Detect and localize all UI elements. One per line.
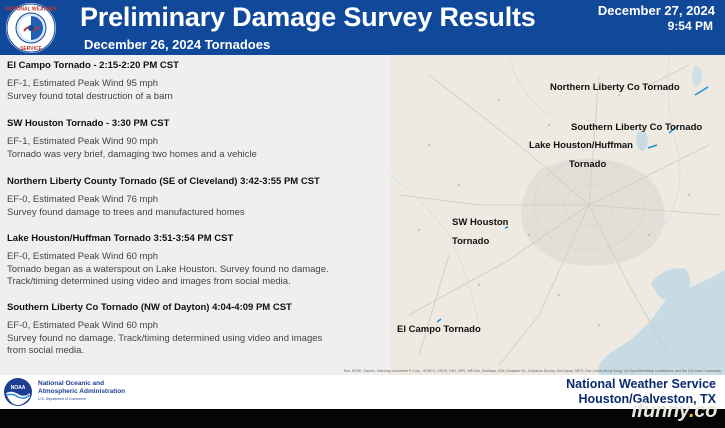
tornado-map[interactable]: [343, 55, 725, 375]
tornado-title: Southern Liberty Co Tornado (NW of Dayton) 4:04-4:09 PM CST: [7, 302, 292, 313]
bottom-bar: [0, 400, 725, 428]
page-subtitle: December 26, 2024 Tornadoes: [84, 37, 271, 52]
map-label-sw-houston-2: Tornado: [452, 236, 490, 247]
watermark-text: ifunny: [631, 400, 689, 422]
office-name: National Weather Service: [566, 377, 716, 391]
tornado-description: Tornado was very brief, damaging two homes and a vehicle: [7, 148, 257, 160]
watermark: ifunny.co: [631, 400, 717, 422]
issue-date: December 27, 2024: [597, 3, 715, 18]
map-label-lake-houston-2: Tornado: [569, 159, 607, 170]
tornado-rating: EF-1, Estimated Peak Wind 95 mph: [7, 78, 159, 89]
svg-text:NOAA: NOAA: [10, 385, 26, 391]
tornado-title: Lake Houston/Huffman Tornado 3:51-3:54 PM CST: [7, 233, 234, 244]
header-banner: [0, 0, 725, 55]
tornado-title: El Campo Tornado - 2:15-2:20 PM CST: [7, 60, 179, 71]
tornado-entry-northern-liberty: [7, 176, 387, 219]
northern-liberty-track: [695, 87, 708, 95]
lake-houston-track: [648, 145, 657, 148]
noaa-logo-icon: [3, 377, 33, 407]
tornado-description: Survey found damage to trees and manufactured homes: [7, 206, 245, 218]
noaa-name-line2: Atmospheric Administration: [38, 388, 126, 395]
tornado-entry-southern-liberty: [7, 302, 387, 358]
tornado-title: SW Houston Tornado - 3:30 PM CST: [7, 118, 170, 129]
tornado-title: Northern Liberty County Tornado (SE of Cleveland) 3:42-3:55 PM CST: [7, 176, 320, 187]
tornado-rating: EF-1, Estimated Peak Wind 90 mph: [7, 136, 159, 147]
tornado-description: from social media.: [7, 345, 85, 356]
tornado-description: Tornado began as a waterspout on Lake Houston. Survey found no damage.: [7, 263, 329, 275]
tornado-description: Survey found total destruction of a barn: [7, 90, 173, 102]
tornado-rating: EF-0, Estimated Peak Wind 76 mph: [7, 194, 159, 205]
office-location: Houston/Galveston, TX: [578, 392, 716, 406]
issue-time: 9:54 PM: [667, 19, 713, 33]
tornado-description: Track/timing determined using video and images from social media.: [7, 276, 291, 287]
nws-logo-icon: [6, 3, 56, 53]
svg-text:NATIONAL WEATHER: NATIONAL WEATHER: [5, 6, 57, 13]
map-label-southern-liberty: Southern Liberty Co Tornado: [571, 122, 703, 133]
page-title: Preliminary Damage Survey Results: [80, 2, 536, 32]
tornado-entry-sw-houston: [7, 118, 387, 161]
map-label-northern-liberty: Northern Liberty Co Tornado: [550, 82, 680, 93]
map-attribution: Esri, HERE, Garmin, Intermap, increment P Corp., GEBCO, USGS, FAO, NPS, NRCAN, GeoBase, IGN, Kadaster NL, Ordnance Survey, Esri Japan, METI, Esri China (Hong Kong), (c) OpenStreetMap contributors, and the GIS User Community: [343, 369, 721, 373]
noaa-name-line1: National Oceanic and: [38, 380, 105, 387]
tornado-rating: EF-0, Estimated Peak Wind 60 mph: [7, 251, 159, 262]
tornado-list-panel: [0, 55, 389, 375]
noaa-logo: [3, 377, 33, 407]
map-label-el-campo: El Campo Tornado: [397, 324, 481, 335]
lake-houston: [637, 130, 648, 151]
footer: [0, 375, 725, 409]
tornado-description: Survey found no damage. Track/timing determined using video and images: [7, 332, 323, 344]
tornado-rating: EF-0, Estimated Peak Wind 60 mph: [7, 320, 159, 331]
noaa-department: U.S. Department of Commerce: [38, 397, 87, 401]
el-campo-track: [437, 319, 441, 322]
map-label-lake-houston: Lake Houston/Huffman: [529, 140, 633, 151]
noaa-name: [38, 380, 125, 396]
svg-text:SERVICE: SERVICE: [20, 46, 42, 52]
map-label-sw-houston: SW Houston: [452, 217, 509, 228]
tornado-entry-el-campo: [7, 60, 387, 103]
nws-logo: [6, 3, 56, 53]
tornado-entry-lake-houston: [7, 233, 387, 289]
watermark-suffix: co: [694, 400, 717, 422]
